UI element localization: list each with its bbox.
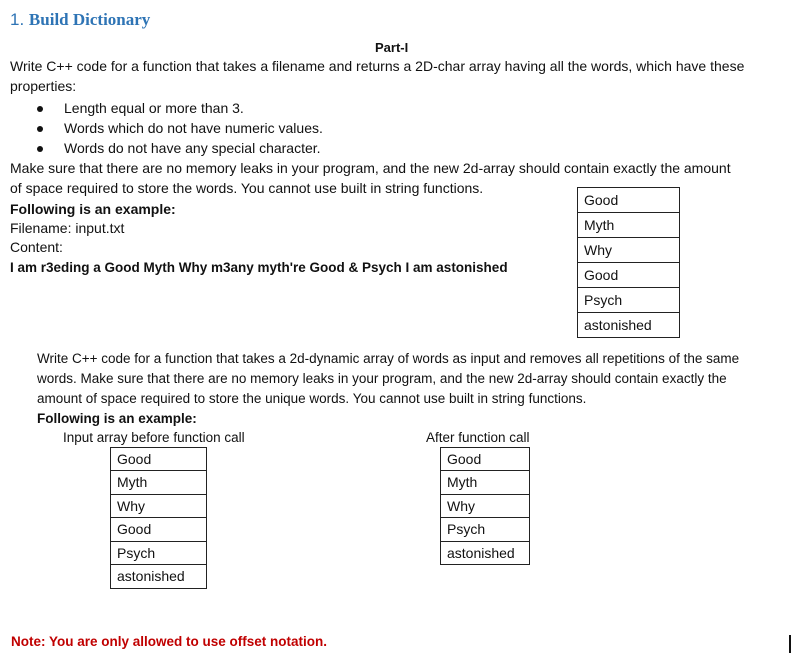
intro-line-1: Write C++ code for a function that takes a filename and returns a 2D-char array having all the words, which have these: [10, 58, 745, 74]
memory-line-2: of space required to store the words. You cannot use built in string functions.: [10, 180, 484, 196]
list-item: Words do not have any special character.: [34, 139, 323, 159]
table-cell: Psych: [578, 288, 680, 313]
list-item: Length equal or more than 3.: [34, 99, 323, 119]
result-words-table: [577, 187, 680, 338]
table-row: [111, 448, 207, 471]
table-row: [578, 288, 680, 313]
part2-line-2: words. Make sure that there are no memory leaks in your program, and the new 2d-array should contain exactly the: [37, 371, 727, 386]
memory-line-1: Make sure that there are no memory leaks in your program, and the new 2d-array should contain exactly the amount: [10, 160, 731, 176]
table-cell: astonished: [578, 313, 680, 338]
table-cell: Good: [111, 518, 207, 542]
intro-line-2: properties:: [10, 78, 77, 94]
section-title: Build Dictionary: [28, 10, 151, 29]
table-cell: Why: [578, 238, 680, 263]
after-words-table: [440, 447, 530, 565]
table-cell: Psych: [441, 518, 530, 542]
table-cell: Myth: [578, 213, 680, 238]
table-row: [111, 518, 207, 542]
table-cell: Myth: [441, 471, 530, 495]
table-cell: Good: [578, 188, 680, 213]
filename-line: Filename: input.txt: [10, 220, 125, 236]
table-cell: Psych: [111, 542, 207, 565]
table-row: [578, 188, 680, 213]
table-row: [111, 495, 207, 518]
table-row: [578, 213, 680, 238]
list-item: Words which do not have numeric values.: [34, 119, 323, 139]
section-number: 1.: [10, 10, 25, 29]
table-cell: Myth: [111, 471, 207, 495]
table-row: [578, 313, 680, 338]
property-list: [34, 99, 323, 159]
table-cell: Good: [111, 448, 207, 471]
table-row: [111, 565, 207, 589]
table-cell: Why: [111, 495, 207, 518]
table-row: [441, 495, 530, 518]
part-title: Part-I: [375, 40, 409, 55]
table-cell: Good: [578, 263, 680, 288]
part2-example-label: Following is an example:: [37, 411, 197, 426]
content-label: Content:: [10, 239, 63, 255]
table-row: [111, 471, 207, 495]
content-text: I am r3eding a Good Myth Why m3any myth're Good & Psych I am astonished: [10, 260, 508, 275]
part2-line-1: Write C++ code for a function that takes a 2d-dynamic array of words as input and removes all repetitions of the same: [37, 351, 740, 366]
table-row: [441, 471, 530, 495]
table-row: [578, 238, 680, 263]
text-cursor: [789, 635, 791, 653]
table-row: [578, 263, 680, 288]
table-cell: astonished: [441, 542, 530, 565]
example-label: Following is an example:: [10, 201, 176, 217]
offset-note: Note: You are only allowed to use offset notation.: [11, 634, 328, 649]
before-label: Input array before function call: [63, 430, 245, 445]
part2-line-3: amount of space required to store the unique words. You cannot use built in string functions.: [37, 391, 587, 406]
table-row: [111, 542, 207, 565]
table-cell: astonished: [111, 565, 207, 589]
before-words-table: [110, 447, 207, 589]
table-row: [441, 448, 530, 471]
after-label: After function call: [426, 430, 530, 445]
table-cell: Why: [441, 495, 530, 518]
table-row: [441, 518, 530, 542]
table-row: [441, 542, 530, 565]
section-heading: [10, 10, 150, 30]
table-cell: Good: [441, 448, 530, 471]
